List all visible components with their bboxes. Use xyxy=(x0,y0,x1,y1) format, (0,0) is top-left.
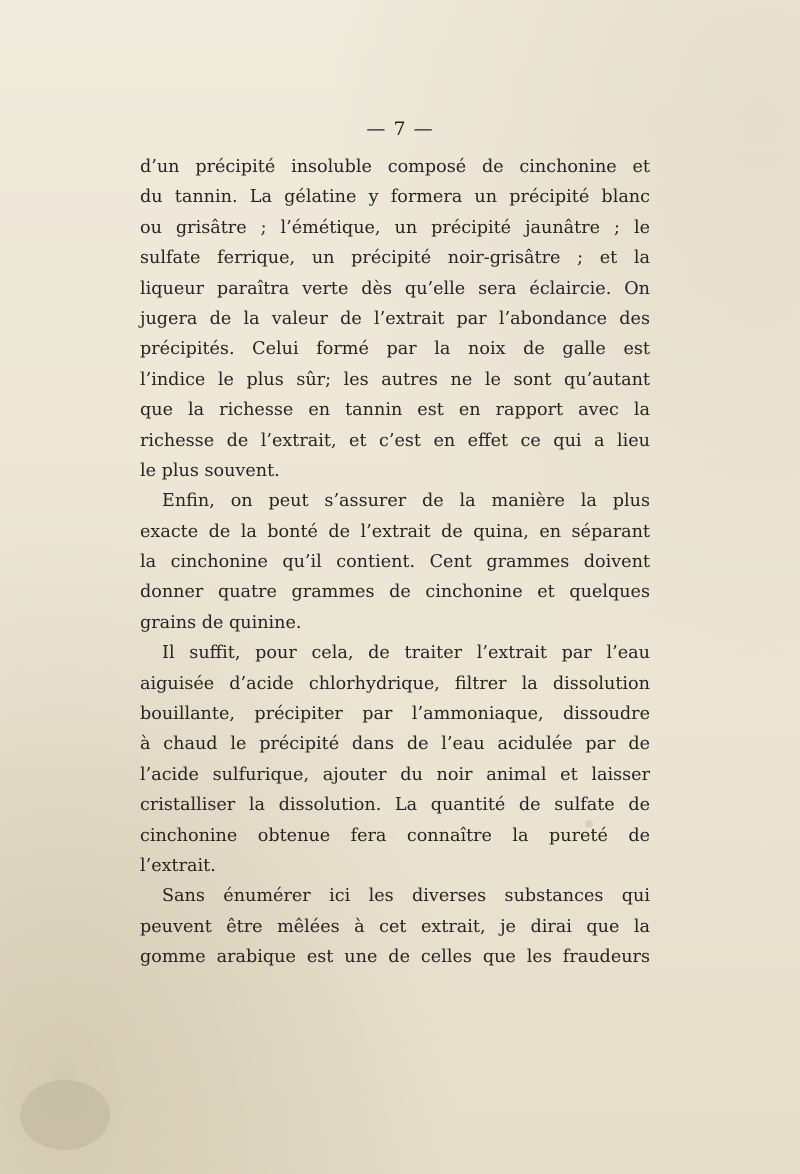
text-line: que la richesse en tannin est en rapport avec la xyxy=(140,400,650,421)
text-line: Sans énumérer ici les diverses substances qui xyxy=(162,886,650,907)
text-line: donner quatre grammes de cinchonine et quelques xyxy=(140,582,650,603)
text-line: richesse de l’extrait, et c’est en effet ce qui a lieu xyxy=(140,430,650,451)
text-line: jugera de la valeur de l’extrait par l’abondance des xyxy=(140,308,650,329)
text-line: aiguisée d’acide chlorhydrique, filtrer la dissolution xyxy=(140,673,650,694)
text-line: sulfate ferrique, un précipité noir-grisâtre ; et la xyxy=(140,248,650,269)
text-line: cristalliser la dissolution. La quantité de sulfate de xyxy=(140,795,650,816)
text-line: bouillante, précipiter par l’ammoniaque, dissoudre xyxy=(140,704,650,725)
text-line: l’extrait. xyxy=(140,855,216,876)
text-line: liqueur paraîtra verte dès qu’elle sera éclaircie. On xyxy=(140,278,650,299)
text-line: le plus souvent. xyxy=(140,460,280,481)
text-line: exacte de la bonté de l’extrait de quina, en séparant xyxy=(140,521,650,542)
page-number: — 7 — xyxy=(366,118,434,140)
text-line: grains de quinine. xyxy=(140,612,302,633)
text-line: gomme arabique est une de celles que les fraudeurs xyxy=(140,947,650,968)
text-line: ou grisâtre ; l’émétique, un précipité jaunâtre ; le xyxy=(140,217,650,238)
text-line: peuvent être mêlées à cet extrait, je dirai que la xyxy=(140,916,650,937)
text-line: cinchonine obtenue fera connaître la pureté de xyxy=(140,825,650,846)
text-line: à chaud le précipité dans de l’eau acidulée par de xyxy=(140,734,650,755)
text-line: précipités. Celui formé par la noix de galle est xyxy=(140,339,650,360)
text-line: l’indice le plus sûr; les autres ne le sont qu’autant xyxy=(140,369,650,390)
paper-stain xyxy=(20,1080,110,1150)
text-line: la cinchonine qu’il contient. Cent grammes doivent xyxy=(140,552,650,573)
body-text xyxy=(140,152,650,973)
text-line: Il suffit, pour cela, de traiter l’extrait par l’eau xyxy=(162,643,650,664)
text-line: du tannin. La gélatine y formera un précipité blanc xyxy=(140,187,650,208)
text-line: Enfin, on peut s’assurer de la manière la plus xyxy=(162,491,650,512)
text-line: l’acide sulfurique, ajouter du noir animal et laisser xyxy=(140,764,650,785)
text-line: d’un précipité insoluble composé de cinchonine et xyxy=(140,157,650,177)
